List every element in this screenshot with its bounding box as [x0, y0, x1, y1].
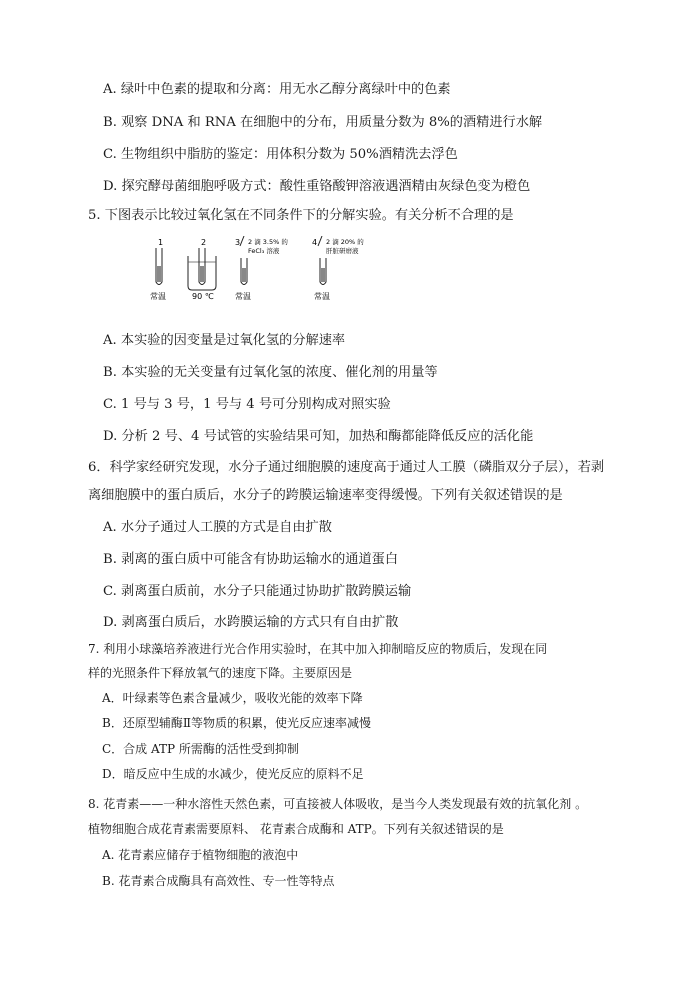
- tube-3-temp: 常温: [235, 292, 251, 301]
- tube-4-note-1: 2 滴 20% 的: [326, 238, 364, 246]
- q6-option-b: B. 剥离的蛋白质中可能含有协助运输水的通道蛋白: [103, 552, 399, 567]
- q7-option-b: B．还原型辅酶Ⅱ等物质的积累，使光反应速率减慢: [102, 716, 371, 730]
- q5-option-a: A. 本实验的因变量是过氧化氢的分解速率: [103, 333, 346, 348]
- tube-2-number: 2: [201, 238, 207, 247]
- tube-1-liquid: [157, 266, 161, 282]
- tube-3-note-1: 2 滴 3.5% 的: [248, 238, 288, 246]
- q4-option-d: D. 探究酵母菌细胞呼吸方式：酸性重铬酸钾溶液遇酒精由灰绿色变为橙色: [103, 179, 531, 194]
- q6-option-a: A. 水分子通过人工膜的方式是自由扩散: [103, 520, 332, 535]
- q5-stem: 5. 下图表示比较过氧化氢在不同条件下的分解实验。有关分析不合理的是: [88, 208, 514, 223]
- tube-4-liquid: [321, 268, 325, 282]
- q8-option-a: A. 花青素应储存于植物细胞的液泡中: [102, 848, 299, 862]
- tube-3-liquid: [242, 268, 246, 282]
- q7-stem-line-1: 7. 利用小球藻培养液进行光合作用实验时，在其中加入抑制暗反应的物质后，发现在同: [88, 642, 548, 656]
- q6-option-d: D. 剥离蛋白质后，水跨膜运输的方式只有自由扩散: [103, 615, 399, 630]
- q7-stem-line-2: 样的光照条件下释放氧气的速度下降。主要原因是: [88, 666, 353, 680]
- tube-3-number: 3: [235, 238, 241, 247]
- q8-stem-line-1: 8. 花青素——一种水溶性天然色素，可直接被人体吸收，是当今人类发现最有效的抗氧化剂 。: [88, 797, 588, 811]
- tube-4-number: 4: [312, 238, 318, 247]
- tube-3-note-2: FeCl₃ 溶液: [248, 247, 280, 255]
- q7-option-d: D．暗反应中生成的水减少，使光反应的原料不足: [102, 767, 364, 781]
- q7-option-a: A．叶绿素等色素含量减少，吸收光能的效率下降: [102, 691, 363, 705]
- tube-1-number: 1: [158, 238, 164, 247]
- dropper-3: [240, 236, 244, 246]
- q4-option-c: C. 生物组织中脂肪的鉴定：用体积分数为 50%酒精洗去浮色: [103, 147, 458, 162]
- q5-option-b: B. 本实验的无关变量有过氧化氢的浓度、催化剂的用量等: [103, 365, 438, 380]
- tube-4-note-2: 肝脏研磨液: [326, 247, 359, 255]
- tube-4-temp: 常温: [314, 292, 330, 301]
- q6-stem-line-2: 离细胞膜中的蛋白质后，水分子的跨膜运输速率变得缓慢。下列有关叙述错误的是: [88, 488, 563, 503]
- tube-2-liquid: [200, 266, 204, 282]
- q6-option-c: C. 剥离蛋白质前，水分子只能通过协助扩散跨膜运输: [103, 584, 412, 599]
- q5-option-d: D. 分析 2 号、4 号试管的实验结果可知，加热和酶都能降低反应的活化能: [103, 429, 534, 444]
- dropper-4: [318, 236, 322, 246]
- tube-2-temp: 90 ℃: [192, 292, 214, 301]
- q8-option-b: B. 花青素合成酶具有高效性、专一性等特点: [102, 874, 335, 888]
- q5-experiment-figure: [140, 236, 380, 308]
- q4-option-a: A. 绿叶中色素的提取和分离：用无水乙醇分离绿叶中的色素: [103, 82, 451, 97]
- q7-option-c: C．合成 ATP 所需酶的活性受到抑制: [102, 742, 299, 756]
- q6-stem-line-1: 6．科学家经研究发现，水分子通过细胞膜的速度高于通过人工膜（磷脂双分子层），若剥: [88, 460, 605, 475]
- q5-option-c: C. 1 号与 3 号，1 号与 4 号可分别构成对照实验: [103, 397, 391, 412]
- q4-option-b: B. 观察 DNA 和 RNA 在细胞中的分布，用质量分数为 8%的酒精进行水解: [103, 115, 543, 130]
- tube-1-temp: 常温: [150, 292, 166, 301]
- q8-stem-line-2: 植物细胞合成花青素需要原料、 花青素合成酶和 ATP。下列有关叙述错误的是: [88, 822, 504, 836]
